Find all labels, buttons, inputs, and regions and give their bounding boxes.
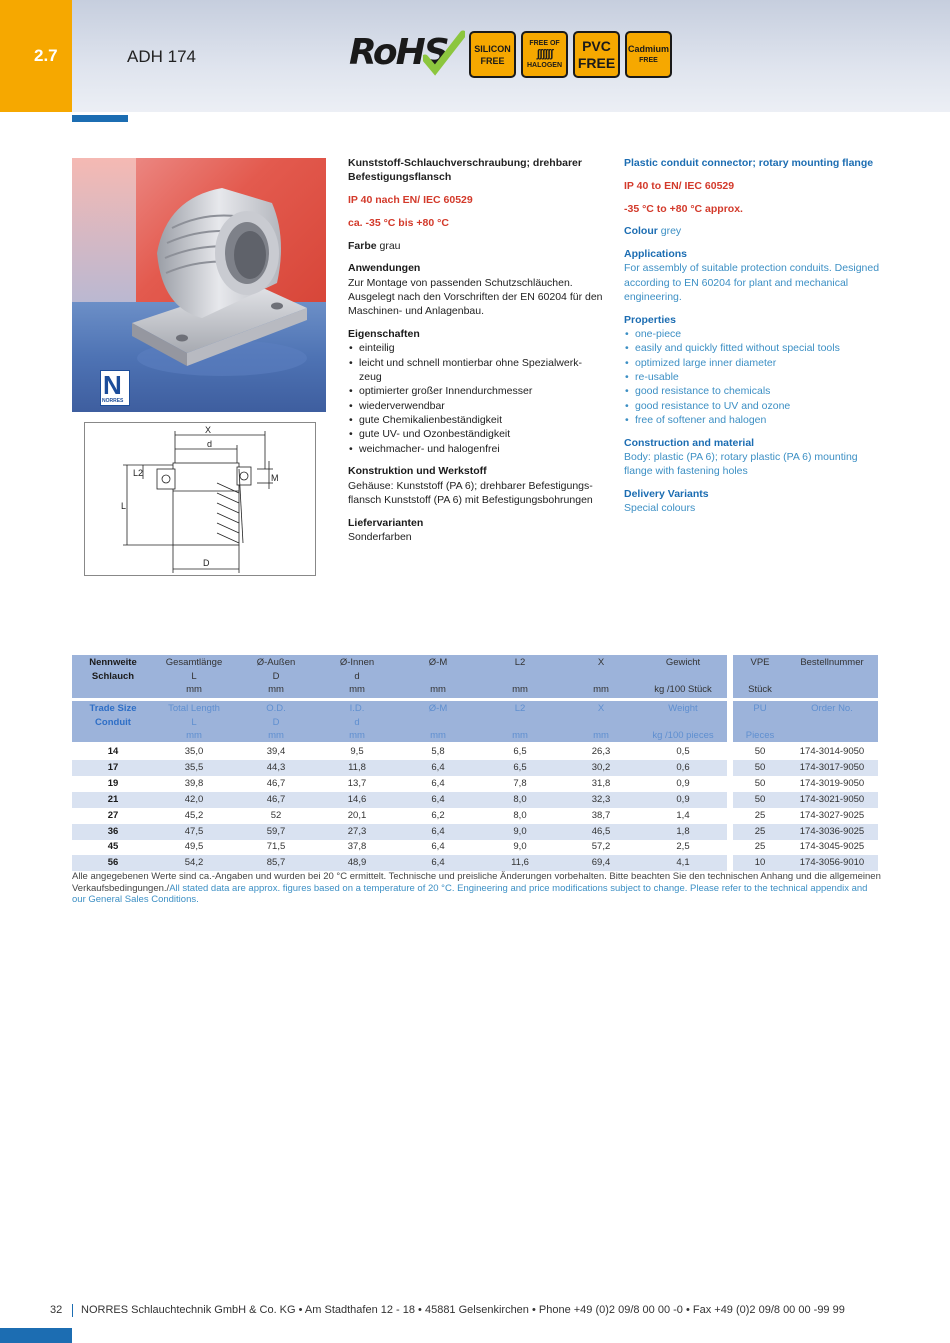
table-cell: 0,9 [676,793,690,805]
title-en: Plastic conduit connector; rotary mounting flange [624,157,874,169]
badge-line: FREE [639,56,658,64]
header-line [72,729,154,743]
table-row [72,824,878,840]
header-line: Ø-Innen [339,657,375,668]
footnote-de: Alle angegebenen Werte sind ca.-Angaben und wurden bei 20 °C ermittelt. Technische und preisliche Änderungen vorbehalten. Bitte beachten Sie den technischen Anhang und die allgemeinen Verkaufsbedingungen./ [72,871,881,894]
header-line: mm [186,684,202,695]
checkmark-icon [423,30,465,78]
footer-divider [72,1304,73,1317]
table-cell: 19 [107,777,119,789]
header-line: Order No. [811,703,853,714]
table-cell: 174-3045-9025 [799,841,865,853]
table-cell: 20,1 [347,809,367,821]
table-row [72,744,878,760]
table-header-cell [787,656,877,697]
header-line [398,716,478,730]
table-row [72,760,878,776]
table-cell: 45 [107,841,119,853]
badge-line: FREE [577,54,616,71]
header-line [787,729,877,743]
table-cell: 71,5 [266,841,286,853]
product-photo [72,158,326,412]
table-cell: 7,8 [513,777,527,789]
property-item: • wiederverwendbar [348,399,603,413]
header-line [787,670,877,684]
temp-de: ca. -35 °C bis +80 °C [348,216,449,229]
table-cell: 174-3036-9025 [799,825,865,837]
logo-letter: N [103,370,122,400]
table-cell: 0,9 [676,777,690,789]
ip-en: IP 40 to EN/ IEC 60529 [624,179,735,192]
header-line: L [191,670,197,682]
table-cell: 46,7 [266,793,286,805]
header-line: mm [512,730,528,741]
header-line: D [272,670,280,682]
table-header-cell [72,702,154,743]
construction-title: Construction and material [624,436,755,449]
construction-text: Gehäuse: Kunststoff (PA 6); drehbarer Befestigungs-flansch Kunststoff (PA 6) mit Befestigungsbohrungen [348,479,593,506]
header-line: Conduit [95,716,131,728]
property-item: • optimierter großer Innendurchmesser [348,384,603,398]
table-cell: 25 [754,809,766,821]
footnote-en: All stated data are approx. figures based on a temperature of 20 °C. Engineering and price modifications subject to change. Please refer to the technical appendix and our General Sales Conditions. [72,882,868,906]
property-item: • weichmacher- und halogenfrei [348,442,603,456]
property-item: • free of softener and halogen [624,413,884,427]
table-cell: 25 [754,825,766,837]
header-line: Ø-M [428,657,448,668]
table-cell: 4,1 [676,857,690,869]
header-line: Trade Size [89,703,137,714]
header-line: O.D. [266,703,286,714]
header-line [638,670,728,684]
header-line [735,670,785,684]
table-row [72,776,878,792]
table-cell: 45,2 [184,809,204,821]
property-item: • good resistance to chemicals [624,384,884,398]
table-cell: 39,8 [184,777,204,789]
section-tab [0,0,72,112]
table-header-cell [638,702,728,743]
table-header-cell [72,656,154,697]
header-line: L2 [514,657,526,668]
header-accent-bar [72,115,128,122]
table-cell: 9,0 [513,825,527,837]
table-cell: 46,7 [266,777,286,789]
header-line: Weight [668,703,698,714]
header-line: mm [186,730,202,741]
table-header-cell [154,656,234,697]
table-cell: 49,5 [184,841,204,853]
table-row [72,839,878,855]
header-line: mm [593,684,609,695]
table-cell: 39,4 [266,746,286,757]
table-cell: 6,2 [431,809,445,821]
table-cell: 50 [754,777,766,789]
table-row [72,792,878,808]
table-cell: 174-3014-9050 [799,746,865,757]
footer-address: NORRES Schlauchtechnik GmbH & Co. KG • Am Stadthafen 12 - 18 • 45881 Gelsenkirchen • Phone +49 (0)2 09/8 00 00 -0 • Fax +49 (0)2 09/8 00 00 -99 99 [81,1304,845,1316]
table-header-cell [398,656,478,697]
table-cell: 47,5 [184,825,204,837]
logo-word: NORRES [102,398,124,404]
header-line [561,716,641,730]
header-line [735,716,785,730]
table-cell: 6,4 [431,793,445,805]
properties-en [624,313,884,427]
header-line: Schlauch [91,670,135,682]
property-item: • gute UV- und Ozonbeständigkeit [348,427,603,441]
table-cell: 10 [754,857,766,869]
construction-text: Body: plastic (PA 6); rotary plastic (PA 6) mounting flange with fastening holes [624,451,858,478]
header-line: mm [268,730,284,741]
label-d: d [207,439,213,449]
applications-en [624,247,884,304]
applications-title: Applications [624,248,688,261]
ip-de: IP 40 nach EN/ IEC 60529 [348,194,473,207]
property-item: • easily and quickly fitted without special tools [624,341,884,355]
header-line: d [354,716,360,728]
table-cell: 35,0 [184,746,204,757]
technical-drawing [84,422,316,576]
construction-title: Konstruktion und Werkstoff [348,465,487,478]
table-cell: 6,4 [431,841,445,853]
table-cell: 85,7 [266,857,286,869]
table-cell: 42,0 [184,793,204,805]
halogen-waves-icon: ʃʃʃʃʃʃ [536,48,553,60]
table-cell: 35,5 [184,761,204,773]
table-cell: 27,3 [347,825,367,837]
header-line: L [191,716,197,728]
variants-title: Liefervarianten [348,516,424,529]
label-l: L [121,501,127,511]
table-header-cell [236,656,316,697]
header-line [638,716,728,730]
table-cell: 38,7 [591,809,611,821]
label-m: M [271,473,279,483]
section-number: 2.7 [34,46,58,65]
table-header-cell [787,702,877,743]
header-line [787,716,877,730]
variants-text: Sonderfarben [348,531,412,544]
color-label: Farbe [348,239,377,252]
header-line: Gewicht [665,657,701,668]
header-line: mm [349,730,365,741]
table-cell: 6,5 [513,761,527,773]
variants-text: Special colours [624,502,696,515]
table-header-de [72,655,878,698]
footnote [72,871,882,906]
table-header-cell [480,656,560,697]
drawing-svg [85,423,315,575]
color-value: grau [376,239,401,252]
table-header-cell [735,702,785,743]
table-cell: 52 [270,809,282,821]
table-cell: 56 [107,857,119,869]
header-line: Gesamtlänge [165,657,223,668]
table-cell: 25 [754,841,766,853]
table-cell: 57,2 [591,841,611,853]
header-line: mm [430,730,446,741]
variants-en [624,487,884,516]
header-line [398,670,478,684]
label-x: X [205,425,212,435]
table-header-cell [480,702,560,743]
table-header-en [72,701,878,742]
header-line: PU [753,703,767,714]
header-line: mm [349,684,365,695]
color-en [624,224,884,238]
header-line: Total Length [168,703,220,714]
table-cell: 174-3027-9025 [799,809,865,821]
color-value: grey [657,225,682,238]
applications-de [348,261,603,318]
table-cell: 14,6 [347,793,367,805]
header-line: mm [512,684,528,695]
label-l2: L2 [133,468,144,478]
table-cell: 2,5 [676,841,690,853]
description-de [348,156,603,553]
header-line: mm [593,730,609,741]
badge-line: FREE [480,55,505,66]
table-cell: 21 [107,793,119,805]
header-line: mm [268,684,284,695]
header-line [787,683,877,697]
table-header-cell [398,702,478,743]
header-line: Nennweite [89,657,137,668]
table-header-cell [735,656,785,697]
color-de [348,239,603,253]
property-item: • re-usable [624,370,884,384]
table-cell: 11,6 [511,857,529,869]
property-item: • einteilig [348,341,603,355]
header-line [480,716,560,730]
table-row [72,855,878,871]
table-cell: 17 [107,761,119,773]
header-line: Pieces [745,730,775,741]
table-header-cell [561,656,641,697]
table-cell: 50 [754,793,766,805]
table-cell: 174-3019-9050 [799,777,865,789]
badge-line: FREE OF [529,40,560,47]
table-cell: 37,8 [347,841,367,853]
rohs-logo [349,30,464,78]
header-line [561,670,641,684]
property-item: • leicht und schnell montierbar ohne Spezialwerk-zeug [348,356,603,385]
applications-title: Anwendungen [348,262,421,275]
property-item: • one-piece [624,327,884,341]
badge-line: Cadmium [627,43,669,54]
properties-title: Properties [624,313,676,326]
header-line: X [597,703,605,714]
table-cell: 31,8 [591,777,611,789]
badge-line: HALOGEN [527,62,562,69]
header-line: kg /100 pieces [652,730,714,741]
construction-de [348,464,603,507]
table-cell: 174-3017-9050 [799,761,865,773]
header-line: Ø-Außen [256,657,296,668]
table-cell: 9,5 [350,746,364,757]
badge-line: PVC [582,37,611,54]
label-D: D [203,558,210,568]
variants-title: Delivery Variants [624,488,709,501]
table-cell: 11,8 [348,761,366,773]
applications-text: For assembly of suitable protection conduits. Designed according to EN 60204 for plant and mechanical engineering. [624,262,880,304]
table-cell: 0,6 [676,761,690,773]
property-item: • optimized large inner diameter [624,356,884,370]
temp-en: -35 °C to +80 °C approx. [624,202,743,215]
header-line: mm [430,684,446,695]
table-header-cell [638,656,728,697]
table-cell: 32,3 [591,793,611,805]
table-cell: 69,4 [591,857,611,869]
header-line: kg /100 Stück [654,684,712,695]
footer-accent-bar [0,1328,72,1343]
table-cell: 36 [107,825,119,837]
table-cell: 6,4 [431,761,445,773]
header-line: Bestellnummer [800,657,864,668]
title-de: Kunststoff-Schlauchverschraubung; drehbarer Befestigungsflansch [348,157,582,184]
page-number: 32 [50,1304,63,1316]
table-cell: 54,2 [184,857,204,869]
table-cell: 174-3056-9010 [799,857,865,869]
table-cell: 59,7 [266,825,286,837]
table-header-cell [236,702,316,743]
table-cell: 5,8 [431,746,445,757]
property-item: • good resistance to UV and ozone [624,399,884,413]
properties-de [348,327,603,456]
table-cell: 14 [107,746,119,757]
halogen-free-badge [521,31,568,78]
table-cell: 174-3021-9050 [799,793,865,805]
table-cell: 44,3 [266,761,286,773]
table-cell: 50 [754,746,766,757]
table-row [72,808,878,824]
table-cell: 8,0 [513,793,527,805]
color-label: Colour [624,225,658,238]
silicon-free-badge [469,31,516,78]
table-cell: 13,7 [347,777,367,789]
pvc-free-badge [573,31,620,78]
description-en [624,156,884,524]
cadmium-free-badge [625,31,672,78]
header-line [480,670,560,684]
header-line: X [597,657,605,668]
table-cell: 0,5 [676,746,690,757]
header-line: d [354,670,360,682]
norres-logo [100,370,130,406]
header-line: L2 [514,703,526,714]
table-cell: 6,4 [431,777,445,789]
table-cell: 6,4 [431,825,445,837]
header-line: I.D. [349,703,365,714]
badge-line: SILICON [474,43,511,54]
property-item: • gute Chemikalienbeständigkeit [348,413,603,427]
table-cell: 1,4 [676,809,690,821]
table-cell: 9,0 [513,841,527,853]
header-line: D [272,716,280,728]
table-cell: 50 [754,761,766,773]
header-line [72,683,154,697]
construction-en [624,436,884,479]
table-cell: 27 [107,809,119,821]
applications-text: Zur Montage von passenden Schutzschläuchen. Ausgelegt nach den Vorschriften der EN 60204 für den Maschinen- und Anlagenbau. [348,276,603,318]
table-cell: 30,2 [591,761,611,773]
product-title: ADH 174 [127,47,196,66]
table-cell: 1,8 [676,825,690,837]
variants-de [348,516,603,545]
table-header-cell [317,702,397,743]
table-cell: 6,5 [513,746,527,757]
table-header-cell [317,656,397,697]
header-line: VPE [750,657,770,668]
table-cell: 26,3 [591,746,611,757]
rohs-text: RoHS [349,32,448,73]
header-line: Stück [748,684,772,695]
header-line: Ø-M [428,703,448,714]
table-cell: 8,0 [513,809,527,821]
table-cell: 48,9 [347,857,367,869]
table-header-cell [561,702,641,743]
table-cell: 46,5 [591,825,611,837]
table-header-cell [154,702,234,743]
properties-title: Eigenschaften [348,328,420,341]
table-cell: 6,4 [431,857,445,869]
